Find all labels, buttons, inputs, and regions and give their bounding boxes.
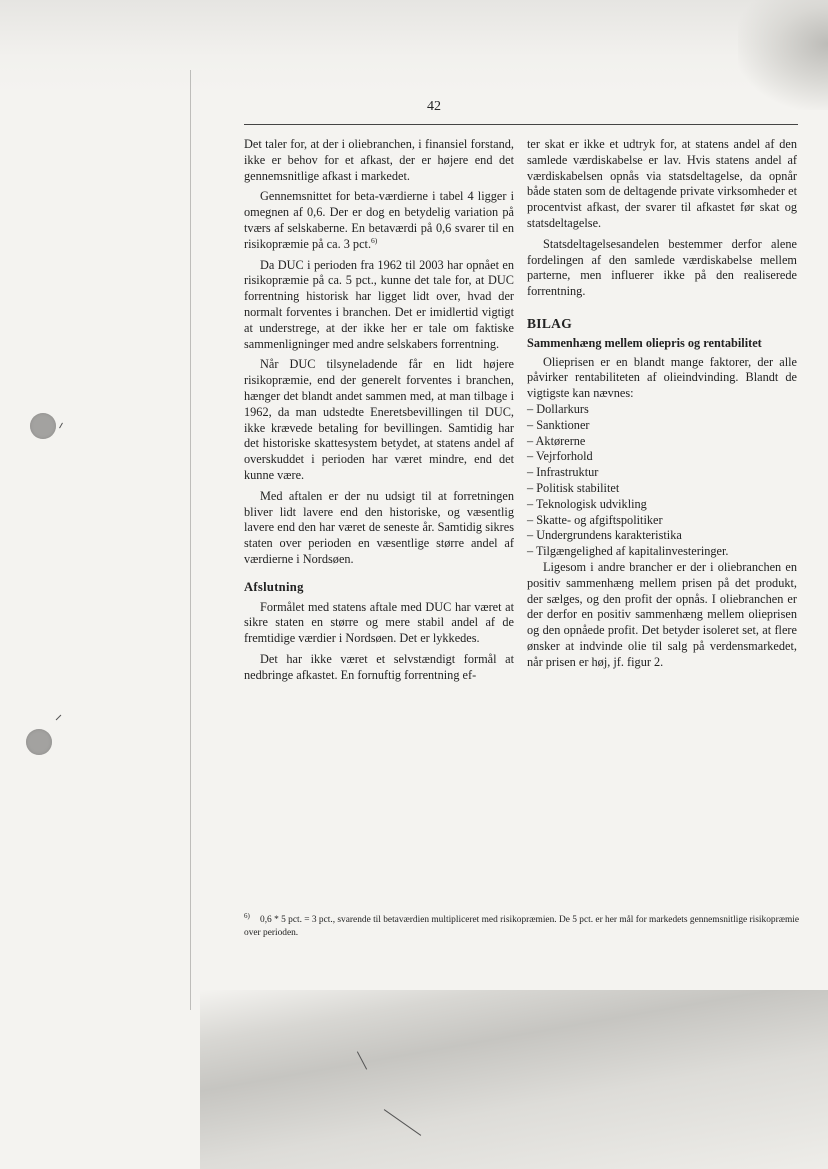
bilag-subheading: Sammenhæng mellem oliepris og rentabilitet [527,335,762,350]
paragraph: Det taler for, at der i oliebranchen, i finansiel forstand, ikke er behov for et afkast, der er højere end det gennemsnitlige afkast i markedet. [244,137,514,183]
list-item: – Aktørerne [527,433,586,448]
scan-shadow-bottom [200,990,828,1169]
punch-hole [30,413,56,439]
left-column [244,137,514,689]
paragraph: ter skat er ikke et udtryk for, at statens andel af den samlede værdiskabelse er lav. Hvis statens andel af værdiskabelsen opnås via statsdeltagelse, da opnår både staten som de deltagende private virksomheder et procentvist afkast, der svarer til afkastet før skat og statsdeltagelse. [527,137,797,230]
footnote [244,910,799,940]
paragraph: Da DUC i perioden fra 1962 til 2003 har opnået en risikopræmie på ca. 5 pct., kunne det tale for, at DUC forrentning historisk har ligget lidt over, hvad der normalt forventes i branchen. Det er imidlertid vigtigt at understrege, at der ikke her er tale om faktiske sammenligninger med andre selskabers forrentning. [244,257,514,351]
scan-shadow-top [0,0,828,95]
list-item: – Vejrforhold [527,449,593,464]
list-item: – Tilgængelighed af kapitalinvesteringer. [527,544,729,559]
list-item: – Infrastruktur [527,465,599,480]
paragraph: Det har ikke været et selvstændigt formål at nedbringe afkastet. En fornuftig forrentning ef- [244,651,514,682]
paragraph: Når DUC tilsyneladende får en lidt højere risikopræmie, end der generelt forventes i branchen, hænger det blandt andet sammen med, at man tilbage i 1962, da man udstedte Eneretsbevillingen til DUC, ikke krævede betaling for bevillingen. Samtidig har det historiske skattesystem betydet, at statens andel af overskuddet i perioden har været mindre, end det kunne være. [244,357,514,482]
punch-hole [26,729,52,755]
scan-shadow-corner [738,0,828,110]
paragraph: Formålet med statens aftale med DUC har været at sikre staten en større og mere stabil andel af de fremtidige værdier i Nordsøen. Det er lykkedes. [244,599,514,646]
paragraph: Olieprisen er en blandt mange faktorer, der alle påvirker rentabiliteten af olieindvinding. Blandt de vigtigste kan nævnes: [527,354,797,401]
bilag-heading: BILAG [527,315,573,331]
paragraph: Ligesom i andre brancher er der i oliebranchen en positiv sammenhæng mellem prisen på det produkt, der sælges, og den profit der opnås. I oliebranchen er der derfor en positiv sammenhæng mellem olieprisen og den opnåede profit. Det betyder isoleret set, at flere ønsker at indvinde olie til salg på verdensmarkedet, når prisen er høj, jf. figur 2. [527,559,797,669]
list-item: – Sanktioner [527,417,590,432]
factor-list [527,402,797,560]
scan-mark [56,715,62,721]
paragraph: Gennemsnittet for beta-værdierne i tabel 4 ligger i omegnen af 0,6. Der er dog en betydelig variation på tværs af selskaberne. En betaværdi på 0,6 svarer til en risikopræmie på ca. 3 pct.$^{6)}$ [244,189,514,251]
list-item: – Politisk stabilitet [527,480,620,495]
list-item: – Skatte- og afgiftspolitiker [527,512,663,527]
list-item: – Undergrundens karakteristika [527,528,682,543]
header-rule [244,124,798,125]
binding-margin-line [190,70,191,1010]
right-column [527,137,797,676]
list-item: – Dollarkurs [527,401,589,416]
footnote-reference: 6) [371,235,378,245]
paragraph: Statsdeltagelsesandelen bestemmer derfor alene fordelingen af den samlede værdiskabelse mellem parterne, men influerer ikke på den realiserede forrentning. [527,236,797,299]
footnote-marker: 6) [244,912,250,920]
page-number: 42 [427,99,441,114]
list-item: – Teknologisk udvikling [527,496,647,511]
section-heading: Afslutning [244,579,304,594]
paragraph: Med aftalen er der nu udsigt til at forretningen bliver lidt lavere end den historiske, og væsentlig lavere end den har været de seneste år. Samtidig sikres staten over perioden en væsentlige større andel af værdierne i Nordsøen. [244,488,514,566]
footnote-text: 0,6 * 5 pct. = 3 pct., svarende til betaværdien multipliceret med risikopræmien. De 5 pct. er her mål for markedets gennemsnitlige risikopræmie over perioden. [244,915,800,939]
scan-mark [59,423,63,429]
